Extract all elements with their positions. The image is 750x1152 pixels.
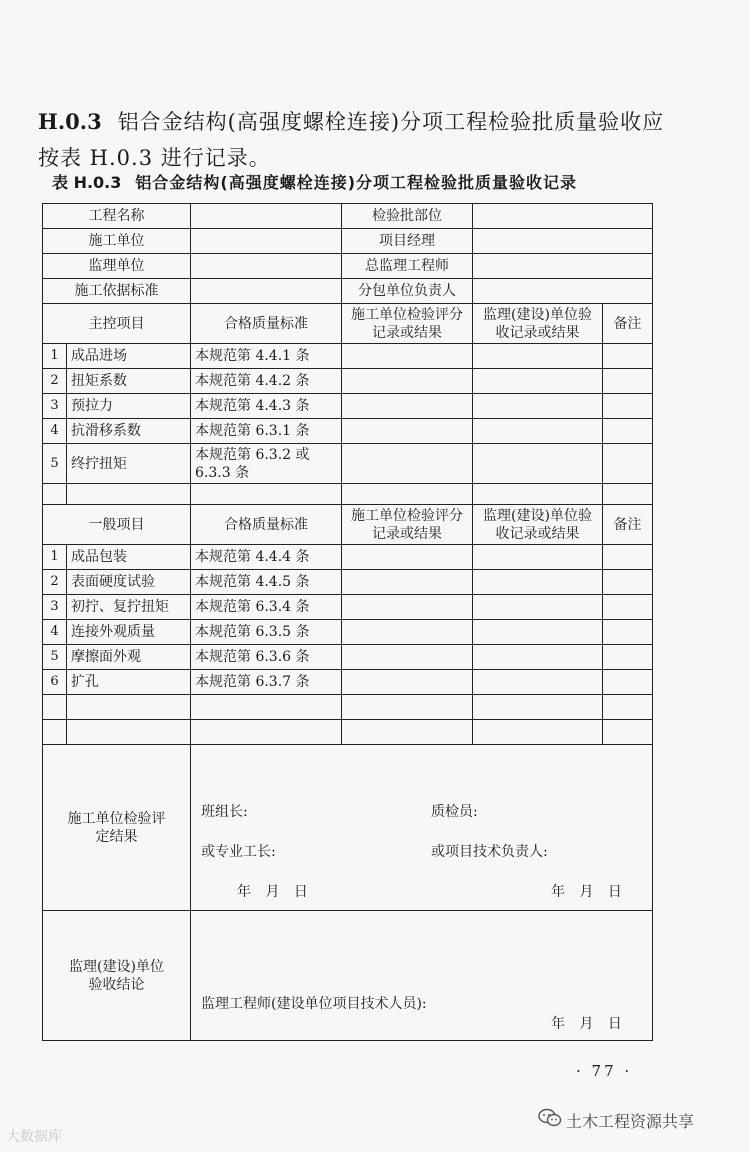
supervision-record-cell[interactable] xyxy=(473,670,603,695)
blank-cell[interactable] xyxy=(603,484,653,505)
item-name: 成品包装 xyxy=(67,545,191,570)
construction-result-label: 施工单位检验评定结果 xyxy=(43,745,191,911)
remark-cell[interactable] xyxy=(603,344,653,369)
table-row xyxy=(43,344,653,369)
blank-row xyxy=(43,484,653,505)
info-label: 施工单位 xyxy=(43,229,191,254)
construction-record-cell[interactable] xyxy=(342,570,473,595)
info-label: 总监理工程师 xyxy=(342,254,473,279)
item-standard: 本规范第 6.3.1 条 xyxy=(191,419,342,444)
item-standard: 本规范第 4.4.1 条 xyxy=(191,344,342,369)
blank-cell[interactable] xyxy=(342,720,473,745)
construction-record-cell[interactable] xyxy=(342,645,473,670)
info-value[interactable] xyxy=(191,204,342,229)
blank-cell[interactable] xyxy=(603,720,653,745)
header-supervision: 监理(建设)单位验收记录或结果 xyxy=(473,304,603,344)
info-label: 监理单位 xyxy=(43,254,191,279)
item-standard: 本规范第 4.4.3 条 xyxy=(191,394,342,419)
row-number: 2 xyxy=(43,570,67,595)
table-row xyxy=(43,444,653,484)
blank-cell[interactable] xyxy=(473,695,603,720)
main-control-header xyxy=(43,304,653,344)
info-value[interactable] xyxy=(473,204,653,229)
header-supervision: 监理(建设)单位验收记录或结果 xyxy=(473,505,603,545)
construction-record-cell[interactable] xyxy=(342,419,473,444)
row-number: 4 xyxy=(43,419,67,444)
remark-cell[interactable] xyxy=(603,645,653,670)
blank-cell xyxy=(67,484,191,505)
info-value[interactable] xyxy=(191,279,342,304)
construction-result-row xyxy=(43,745,653,911)
header-construction: 施工单位检验评分记录或结果 xyxy=(342,304,473,344)
remark-cell[interactable] xyxy=(603,444,653,484)
table-number: 表 H.0.3 xyxy=(52,173,122,192)
blank-cell xyxy=(191,484,342,505)
supervision-record-cell[interactable] xyxy=(473,645,603,670)
info-row xyxy=(43,279,653,304)
general-items-header xyxy=(43,505,653,545)
header-remark: 备注 xyxy=(603,304,653,344)
construction-result-sign-area[interactable] xyxy=(191,745,653,911)
blank-cell[interactable] xyxy=(473,484,603,505)
info-label: 工程名称 xyxy=(43,204,191,229)
supervision-record-cell[interactable] xyxy=(473,419,603,444)
table-row xyxy=(43,545,653,570)
header-standard: 合格质量标准 xyxy=(191,505,342,545)
info-label: 分包单位负责人 xyxy=(342,279,473,304)
team-leader-label: 班组长: xyxy=(201,804,248,820)
info-row xyxy=(43,204,653,229)
tech-lead-label: 或项目技术负责人: xyxy=(431,844,548,860)
table-row xyxy=(43,670,653,695)
construction-record-cell[interactable] xyxy=(342,595,473,620)
wechat-icon xyxy=(538,1108,562,1128)
remark-cell[interactable] xyxy=(603,369,653,394)
watermark-left: 大数据库 xyxy=(6,1129,62,1145)
info-label: 项目经理 xyxy=(342,229,473,254)
item-standard: 本规范第 6.3.7 条 xyxy=(191,670,342,695)
inspection-record-table xyxy=(42,203,653,1041)
construction-record-cell[interactable] xyxy=(342,344,473,369)
blank-cell[interactable] xyxy=(342,695,473,720)
info-label: 检验批部位 xyxy=(342,204,473,229)
construction-record-cell[interactable] xyxy=(342,394,473,419)
blank-cell[interactable] xyxy=(342,484,473,505)
supervision-conclusion-label: 监理(建设)单位验收结论 xyxy=(43,911,191,1041)
row-number: 6 xyxy=(43,670,67,695)
item-standard: 本规范第 4.4.5 条 xyxy=(191,570,342,595)
info-row xyxy=(43,254,653,279)
supervision-date: 年 月 日 xyxy=(551,1016,622,1032)
blank-cell xyxy=(191,695,342,720)
section-text: 铝合金结构(高强度螺栓连接)分项工程检验批质量验收应按表 H.0.3 进行记录。 xyxy=(38,110,665,170)
supervision-record-cell[interactable] xyxy=(473,570,603,595)
row-number: 1 xyxy=(43,545,67,570)
remark-cell[interactable] xyxy=(603,545,653,570)
construction-record-cell[interactable] xyxy=(342,620,473,645)
table-title: 铝合金结构(高强度螺栓连接)分项工程检验批质量验收记录 xyxy=(135,173,578,192)
item-standard: 本规范第 4.4.4 条 xyxy=(191,545,342,570)
remark-cell[interactable] xyxy=(603,394,653,419)
supervision-record-cell[interactable] xyxy=(473,620,603,645)
item-standard: 本规范第 6.3.2 或 6.3.3 条 xyxy=(191,444,342,484)
blank-cell xyxy=(191,720,342,745)
item-name: 连接外观质量 xyxy=(67,620,191,645)
item-name: 表面硬度试验 xyxy=(67,570,191,595)
foreman-label: 或专业工长: xyxy=(201,844,276,860)
item-standard: 本规范第 4.4.2 条 xyxy=(191,369,342,394)
supervision-record-cell[interactable] xyxy=(473,394,603,419)
blank-cell[interactable] xyxy=(603,695,653,720)
blank-cell xyxy=(43,695,67,720)
item-name: 初拧、复拧扭矩 xyxy=(67,595,191,620)
construction-record-cell[interactable] xyxy=(342,369,473,394)
remark-cell[interactable] xyxy=(603,570,653,595)
row-number: 4 xyxy=(43,620,67,645)
header-construction: 施工单位检验评分记录或结果 xyxy=(342,505,473,545)
supervision-conclusion-row xyxy=(43,911,653,1041)
supervision-engineer-label: 监理工程师(建设单位项目技术人员): xyxy=(201,996,427,1012)
row-number: 2 xyxy=(43,369,67,394)
row-number: 5 xyxy=(43,645,67,670)
table-row xyxy=(43,394,653,419)
blank-cell xyxy=(43,484,67,505)
row-number: 3 xyxy=(43,394,67,419)
info-value[interactable] xyxy=(191,229,342,254)
info-label: 施工依据标准 xyxy=(43,279,191,304)
info-value[interactable] xyxy=(473,229,653,254)
item-name: 预拉力 xyxy=(67,394,191,419)
info-value[interactable] xyxy=(473,254,653,279)
remark-cell[interactable] xyxy=(603,620,653,645)
row-number: 1 xyxy=(43,344,67,369)
construction-date-left: 年 月 日 xyxy=(237,884,308,900)
table-row xyxy=(43,369,653,394)
construction-date-right: 年 月 日 xyxy=(551,884,622,900)
supervision-record-cell[interactable] xyxy=(473,344,603,369)
item-standard: 本规范第 6.3.4 条 xyxy=(191,595,342,620)
supervision-record-cell[interactable] xyxy=(473,444,603,484)
info-value[interactable] xyxy=(473,279,653,304)
table-caption xyxy=(52,170,692,193)
table-row xyxy=(43,570,653,595)
blank-cell xyxy=(67,720,191,745)
inspector-label: 质检员: xyxy=(431,804,478,820)
item-name: 扩孔 xyxy=(67,670,191,695)
item-name: 抗滑移系数 xyxy=(67,419,191,444)
item-standard: 本规范第 6.3.5 条 xyxy=(191,620,342,645)
page-number: · 77 · xyxy=(576,1062,633,1080)
blank-cell[interactable] xyxy=(473,720,603,745)
item-name: 扭矩系数 xyxy=(67,369,191,394)
construction-record-cell[interactable] xyxy=(342,670,473,695)
blank-row xyxy=(43,695,653,720)
blank-cell xyxy=(43,720,67,745)
table-row xyxy=(43,419,653,444)
item-name: 成品进场 xyxy=(67,344,191,369)
row-number: 3 xyxy=(43,595,67,620)
blank-cell xyxy=(67,695,191,720)
header-remark: 备注 xyxy=(603,505,653,545)
watermark-right: 土木工程资源共享 xyxy=(566,1112,695,1131)
supervision-conclusion-sign-area[interactable] xyxy=(191,911,653,1041)
row-number: 5 xyxy=(43,444,67,484)
supervision-record-cell[interactable] xyxy=(473,545,603,570)
table-row xyxy=(43,595,653,620)
supervision-record-cell[interactable] xyxy=(473,369,603,394)
construction-record-cell[interactable] xyxy=(342,545,473,570)
item-standard: 本规范第 6.3.6 条 xyxy=(191,645,342,670)
table-row xyxy=(43,645,653,670)
blank-row xyxy=(43,720,653,745)
info-row xyxy=(43,229,653,254)
remark-cell[interactable] xyxy=(603,595,653,620)
section-number: H.0.3 xyxy=(38,109,102,134)
item-name: 终拧扭矩 xyxy=(67,444,191,484)
table-row xyxy=(43,620,653,645)
header-standard: 合格质量标准 xyxy=(191,304,342,344)
remark-cell[interactable] xyxy=(603,670,653,695)
header-item: 一般项目 xyxy=(43,505,191,545)
header-item: 主控项目 xyxy=(43,304,191,344)
info-value[interactable] xyxy=(191,254,342,279)
section-heading xyxy=(38,104,678,176)
item-name: 摩擦面外观 xyxy=(67,645,191,670)
supervision-record-cell[interactable] xyxy=(473,595,603,620)
remark-cell[interactable] xyxy=(603,419,653,444)
construction-record-cell[interactable] xyxy=(342,444,473,484)
